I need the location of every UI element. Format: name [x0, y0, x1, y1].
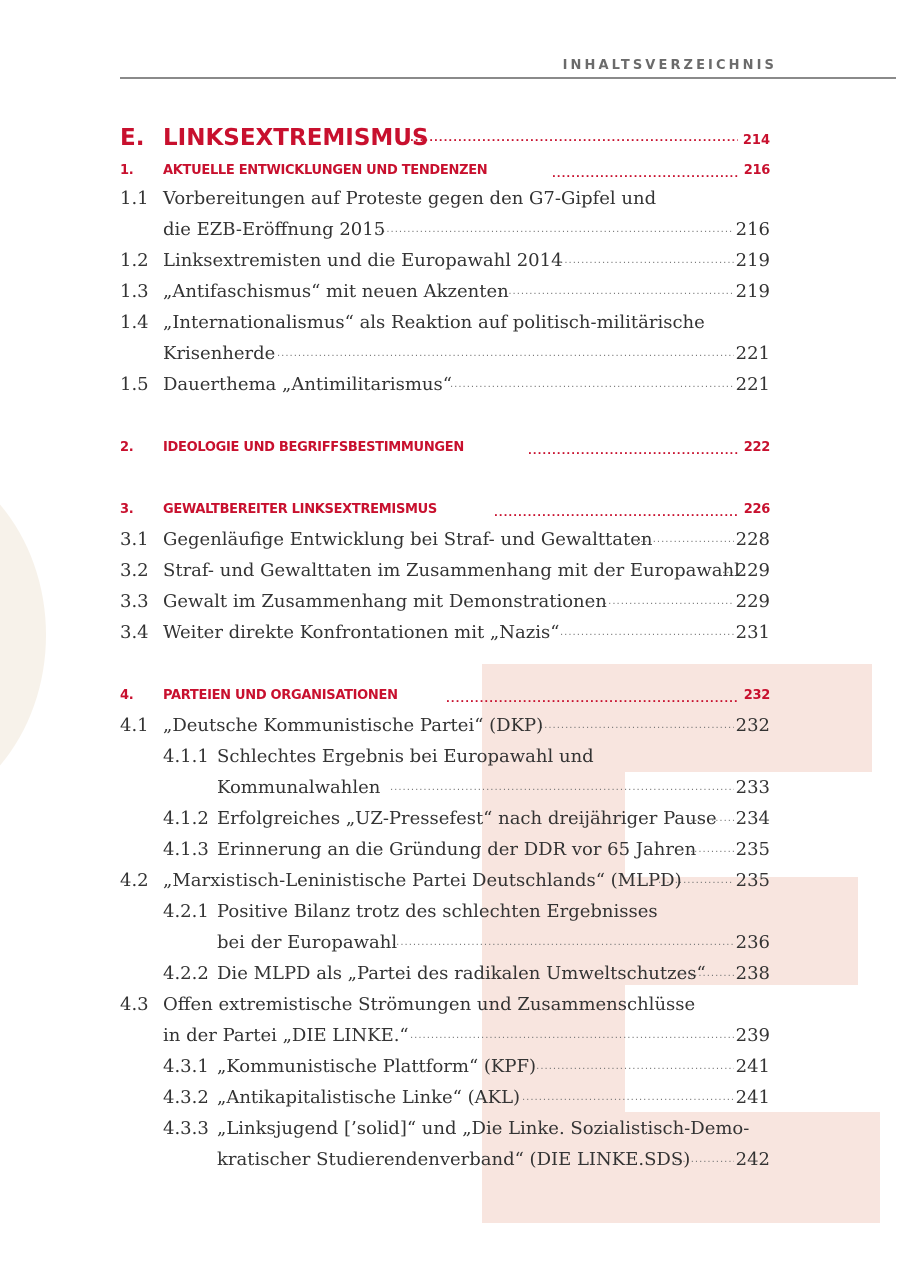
toc-number: 1.4 [120, 312, 149, 333]
toc-entry-4-2[interactable] [120, 870, 770, 900]
toc-entry-1-4[interactable] [120, 312, 770, 334]
toc-title: Positive Bilanz trotz des schlechten Ergebnisses [217, 901, 658, 922]
toc-title: kratischer Studierendenverband“ (DIE LINKE.SDS) [217, 1149, 691, 1170]
toc-entry-1-1-continued[interactable] [120, 219, 770, 249]
toc-entry-4-3[interactable] [120, 994, 770, 1016]
toc-entry-4-2-1-continued[interactable] [120, 932, 770, 962]
toc-title: Erinnerung an die Gründung der DDR vor 65 Jahren [217, 839, 697, 860]
toc-title: Dauerthema „Antimilitarismus“ [163, 374, 452, 395]
toc-title: „Antikapitalistische Linke“ (AKL) [217, 1087, 521, 1108]
decorative-half-circle [0, 450, 46, 820]
toc-title: „Antifaschismus“ mit neuen Akzenten [163, 281, 509, 302]
toc-page-number: 219 [735, 250, 770, 271]
toc-page-number: 216 [735, 219, 770, 240]
toc-page-number: 216 [743, 163, 770, 178]
toc-page-number: 234 [735, 808, 770, 829]
toc-page-number: 229 [735, 560, 770, 581]
toc-page-number: 232 [735, 715, 770, 736]
toc-number: 1. [120, 163, 134, 178]
toc-page-number: 238 [735, 963, 770, 984]
toc-page-number: 231 [735, 622, 770, 643]
toc-number: 1.5 [120, 374, 149, 395]
toc-title: Die MLPD als „Partei des radikalen Umweltschutzes“ [217, 963, 706, 984]
toc-page-number: 241 [735, 1087, 770, 1108]
toc-number: 1.3 [120, 281, 149, 302]
toc-number: 4.2.1 [163, 901, 209, 922]
toc-title: Gegenläufige Entwicklung bei Straf- und Gewalttaten [163, 529, 653, 550]
toc-number: 3.1 [120, 529, 149, 550]
toc-number: 4.1 [120, 715, 149, 736]
toc-title: Linksextremisten und die Europawahl 2014 [163, 250, 563, 271]
toc-page-number: 232 [743, 688, 770, 703]
toc-entry-4-1-1[interactable] [120, 746, 770, 768]
toc-page-number: 235 [735, 839, 770, 860]
toc-number: 4.3.2 [163, 1087, 209, 1108]
toc-title: Vorbereitungen auf Proteste gegen den G7-Gipfel und [163, 188, 657, 209]
toc-title: bei der Europawahl [217, 932, 398, 953]
toc-title: die EZB-Eröffnung 2015 [163, 219, 386, 240]
toc-title: IDEOLOGIE UND BEGRIFFSBESTIMMUNGEN [163, 440, 464, 455]
header-rule [120, 77, 896, 79]
toc-page-number: 214 [742, 133, 770, 148]
toc-title: „Deutsche Kommunistische Partei“ (DKP) [163, 715, 544, 736]
toc-number: 4.1.2 [163, 808, 209, 829]
toc-number: 4. [120, 688, 134, 703]
toc-number: 4.1.3 [163, 839, 209, 860]
toc-entry-1-2[interactable] [120, 250, 770, 280]
toc-entry-4-3-3-continued[interactable] [120, 1149, 770, 1179]
toc-entry-4-1[interactable] [120, 715, 770, 745]
toc-title: PARTEIEN UND ORGANISATIONEN [163, 688, 398, 703]
toc-entry-4-2-1[interactable] [120, 901, 770, 923]
toc-number: 4.2.2 [163, 963, 209, 984]
toc-page-number: 229 [735, 591, 770, 612]
toc-title: „Marxistisch-Leninistische Partei Deutschlands“ (MLPD) [163, 870, 682, 891]
toc-title: AKTUELLE ENTWICKLUNGEN UND TENDENZEN [163, 163, 488, 178]
toc-title: Krisenherde [163, 343, 276, 364]
toc-page-number: 241 [735, 1056, 770, 1077]
toc-number: 3.2 [120, 560, 149, 581]
toc-page-number: 239 [735, 1025, 770, 1046]
toc-entry-1-5[interactable] [120, 374, 770, 404]
toc-page-number: 219 [735, 281, 770, 302]
toc-title: „Linksjugend [’solid]“ und „Die Linke. Sozialistisch-Demo- [217, 1118, 750, 1139]
toc-title: Kommunalwahlen [217, 777, 381, 798]
toc-page-number: 226 [743, 502, 770, 517]
toc-entry-4-3-2[interactable] [120, 1087, 770, 1117]
toc-title: Gewalt im Zusammenhang mit Demonstrationen [163, 591, 607, 612]
toc-entry-4-2-2[interactable] [120, 963, 770, 993]
toc-page-number: 242 [735, 1149, 770, 1170]
toc-entry-1-3[interactable] [120, 281, 770, 311]
toc-entry-1-4-continued[interactable] [120, 343, 770, 373]
toc-number: 3.3 [120, 591, 149, 612]
toc-page-number: 221 [735, 343, 770, 364]
toc-number: 4.3 [120, 994, 149, 1015]
toc-entry-3-2[interactable] [120, 560, 770, 590]
toc-entry-3-4[interactable] [120, 622, 770, 652]
toc-number: E. [120, 125, 145, 151]
toc-number: 3.4 [120, 622, 149, 643]
toc-page-number: 221 [735, 374, 770, 395]
toc-entry-3[interactable] [120, 501, 770, 531]
toc-page-number: 233 [735, 777, 770, 798]
toc-entry-2[interactable] [120, 439, 770, 469]
toc-entry-4-1-1-continued[interactable] [120, 777, 770, 807]
toc-number: 1.1 [120, 188, 149, 209]
toc-title: LINKSEXTREMISMUS [163, 125, 429, 151]
toc-number: 4.3.3 [163, 1118, 209, 1139]
toc-number: 2. [120, 440, 134, 455]
toc-number: 4.1.1 [163, 746, 209, 767]
toc-entry-4-3-3[interactable] [120, 1118, 770, 1140]
toc-entry-3-3[interactable] [120, 591, 770, 621]
toc-entry-e[interactable] [120, 124, 770, 154]
toc-entry-4-3-continued[interactable] [120, 1025, 770, 1055]
toc-title: in der Partei „DIE LINKE.“ [163, 1025, 409, 1046]
toc-title: Erfolgreiches „UZ-Pressefest“ nach dreijähriger Pause [217, 808, 717, 829]
toc-page-number: 222 [743, 440, 770, 455]
toc-entry-4-1-2[interactable] [120, 808, 770, 838]
toc-number: 1.2 [120, 250, 149, 271]
toc-title: Weiter direkte Konfrontationen mit „Nazis“ [163, 622, 560, 643]
toc-entry-4[interactable] [120, 687, 770, 717]
toc-title: Offen extremistische Strömungen und Zusammenschlüsse [163, 994, 696, 1015]
toc-number: 4.3.1 [163, 1056, 209, 1077]
toc-title: Straf- und Gewalttaten im Zusammenhang mit der Europawahl [163, 560, 740, 581]
running-header: INHALTSVERZEICHNIS [562, 58, 777, 73]
toc-page-number: 236 [735, 932, 770, 953]
toc-title: „Internationalismus“ als Reaktion auf politisch-militärische [163, 312, 705, 333]
toc-title: Schlechtes Ergebnis bei Europawahl und [217, 746, 594, 767]
toc-entry-1-1[interactable] [120, 188, 770, 210]
toc-title: GEWALTBEREITER LINKSEXTREMISMUS [163, 502, 437, 517]
toc-entry-4-1-3[interactable] [120, 839, 770, 869]
toc-entry-3-1[interactable] [120, 529, 770, 559]
toc-title: „Kommunistische Plattform“ (KPF) [217, 1056, 536, 1077]
toc-page-number: 235 [735, 870, 770, 891]
toc-number: 3. [120, 502, 134, 517]
toc-page-number: 228 [735, 529, 770, 550]
toc-number: 4.2 [120, 870, 149, 891]
toc-entry-4-3-1[interactable] [120, 1056, 770, 1086]
